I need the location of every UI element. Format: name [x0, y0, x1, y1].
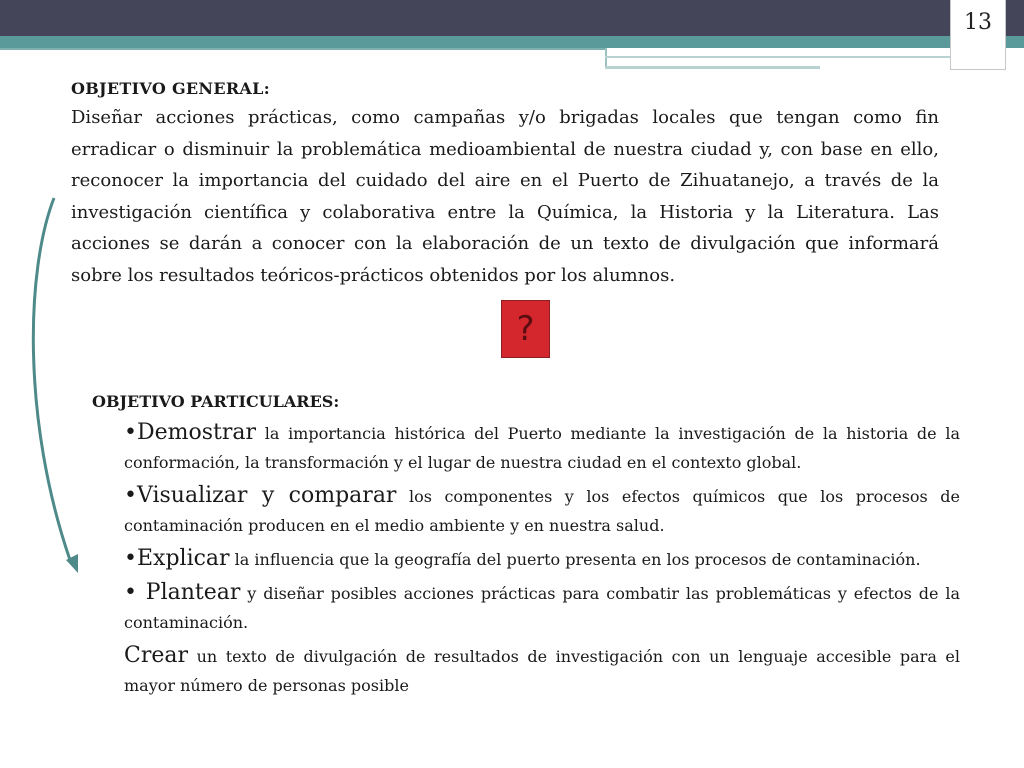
item-text: la influencia que la geografía del puerto presenta en los procesos de contaminación.	[229, 550, 921, 569]
header-dark-band	[0, 0, 1024, 36]
header-rule-connector	[605, 48, 607, 68]
item-lead-word: Crear	[124, 643, 189, 668]
header-rule-upper	[605, 56, 950, 58]
item-lead-word: •Explicar	[124, 546, 230, 571]
item-text: los componentes y los efectos químicos que los procesos de contaminación producen en el medio ambiente y en nuestra salud.	[124, 487, 960, 535]
header-rule	[0, 48, 605, 50]
list-item	[124, 481, 960, 540]
header-teal-band	[0, 36, 1024, 48]
question-mark-icon: ?	[516, 309, 535, 349]
list-item	[124, 578, 960, 637]
item-text: y diseñar posibles acciones prácticas para combatir las problemáticas y efectos de la contaminación.	[124, 584, 960, 632]
particular-objectives-heading: OBJETIVO PARTICULARES:	[92, 392, 340, 411]
list-item	[124, 544, 960, 574]
list-item	[124, 418, 960, 477]
item-text: un texto de divulgación de resultados de investigación con un lenguaje accesible para el mayor número de personas posible	[124, 647, 960, 695]
item-text: la importancia histórica del Puerto mediante la investigación de la historia de la conformación, la transformación y el lugar de nuestra ciudad en el contexto global.	[124, 424, 960, 472]
particular-objectives-list	[124, 418, 960, 704]
curved-arrow-icon	[20, 190, 90, 580]
general-objective-heading: OBJETIVO GENERAL:	[71, 79, 270, 98]
item-lead-word: •Demostrar	[124, 420, 257, 445]
item-lead-word: • Plantear	[124, 580, 241, 605]
general-objective-text: Diseñar acciones prácticas, como campañas y/o brigadas locales que tengan como fin erradicar o disminuir la problemática medioambiental de nuestra ciudad y, con base en ello, reconocer la importancia del cuidado del aire en el Puerto de Zihuatanejo, a través de la investigación científica y colaborativa entre la Química, la Historia y la Literatura. Las acciones se darán a conocer con la elaboración de un texto de divulgación que informará sobre los resultados teóricos-prácticos obtenidos por los alumnos.	[71, 107, 939, 286]
list-item	[124, 641, 960, 700]
missing-image-placeholder	[501, 300, 550, 358]
page-number: 13	[964, 10, 992, 35]
item-lead-word: •Visualizar y comparar	[124, 483, 397, 508]
header-rule-lower	[605, 66, 820, 69]
